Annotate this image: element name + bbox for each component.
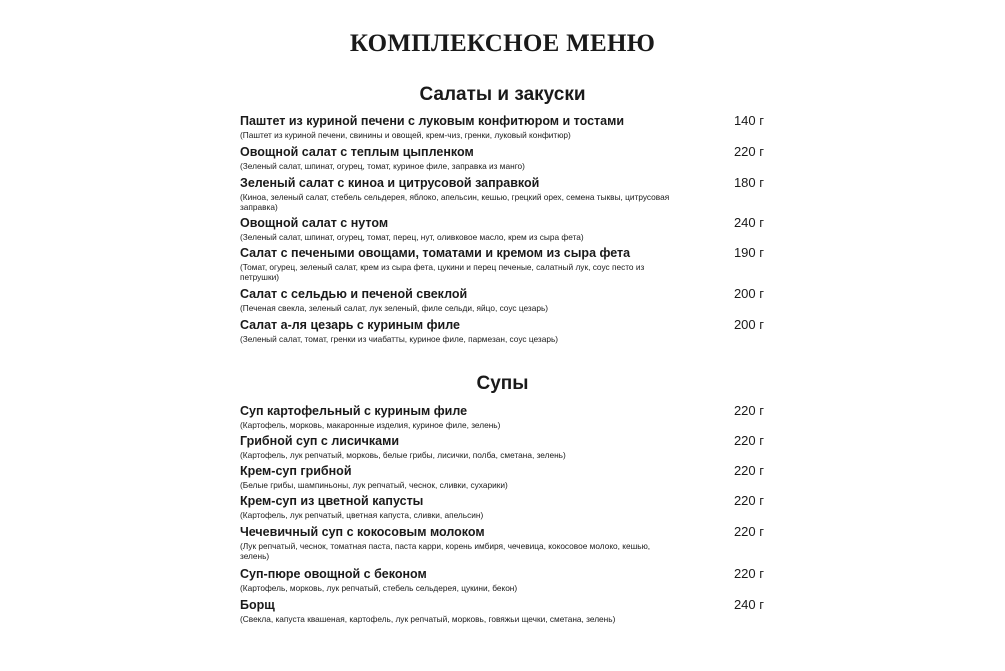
menu-item	[240, 246, 780, 283]
item-weight: 240 г	[733, 215, 764, 230]
item-name: Овощной салат с нутом	[240, 216, 389, 230]
item-description: (Лук репчатый, чеснок, томатная паста, паста карри, корень имбиря, чечевица, кокосовое молоко, кешью, зелень)	[240, 540, 651, 561]
menu-item	[240, 598, 780, 624]
menu-item	[240, 494, 780, 520]
menu-item	[240, 176, 780, 213]
item-weight: 200 г	[733, 317, 764, 332]
item-description: (Свекла, капуста квашеная, картофель, лук репчатый, морковь, говяжьи щечки, сметана, зелень)	[240, 613, 616, 624]
item-weight: 200 г	[733, 286, 764, 301]
menu-item	[240, 434, 780, 460]
section-title-salads: Салаты и закуски	[419, 84, 586, 105]
item-name: Салат с печеными овощами, томатами и кремом из сыра фета	[240, 246, 631, 260]
item-name: Борщ	[240, 598, 275, 612]
item-weight: 220 г	[733, 566, 764, 581]
item-weight: 180 г	[733, 175, 764, 190]
item-weight: 140 г	[733, 113, 764, 128]
menu-item	[240, 464, 780, 490]
item-weight: 240 г	[733, 597, 764, 612]
item-description: (Картофель, лук репчатый, морковь, белые грибы, лисички, полба, сметана, зелень)	[240, 449, 566, 460]
item-name: Чечевичный суп с кокосовым молоком	[240, 525, 485, 539]
item-weight: 220 г	[733, 524, 764, 539]
item-weight: 220 г	[733, 403, 764, 418]
menu-item	[240, 114, 780, 140]
item-weight: 220 г	[733, 433, 764, 448]
item-weight: 190 г	[733, 245, 764, 260]
menu-item	[240, 216, 780, 242]
item-name: Овощной салат с теплым цыпленком	[240, 145, 474, 159]
item-description: (Зеленый салат, шпинат, огурец, томат, куриное филе, заправка из манго)	[240, 160, 525, 171]
menu-title: КОМПЛЕКСНОЕ МЕНЮ	[349, 30, 656, 57]
item-weight: 220 г	[733, 493, 764, 508]
item-description: (Томат, огурец, зеленый салат, крем из сыра фета, цукини и перец печеные, салатный лук, соус песто из петрушки)	[240, 261, 645, 282]
item-name: Суп-пюре овощной с беконом	[240, 567, 427, 581]
item-description: (Картофель, морковь, лук репчатый, стебель сельдерея, цукини, бекон)	[240, 582, 518, 593]
item-weight: 220 г	[733, 463, 764, 478]
item-name: Грибной суп с лисичками	[240, 434, 400, 448]
item-description: (Картофель, морковь, макаронные изделия, куриное филе, зелень)	[240, 419, 501, 430]
menu-item	[240, 525, 780, 562]
item-description: (Паштет из куриной печени, свинины и овощей, крем-чиз, гренки, луковый конфитюр)	[240, 129, 571, 140]
item-name: Крем-суп грибной	[240, 464, 352, 478]
item-description: (Зеленый салат, томат, гренки из чиабатты, куриное филе, пармезан, соус цезарь)	[240, 333, 559, 344]
menu-item	[240, 404, 780, 430]
menu-item	[240, 567, 780, 593]
item-weight: 220 г	[733, 144, 764, 159]
item-name: Зеленый салат с киноа и цитрусовой заправкой	[240, 176, 540, 190]
item-name: Салат с сельдью и печеной свеклой	[240, 287, 468, 301]
item-description: (Зеленый салат, шпинат, огурец, томат, перец, нут, оливковое масло, крем из сыра фета)	[240, 231, 584, 242]
item-description: (Киноа, зеленый салат, стебель сельдерея, яблоко, апельсин, кешью, грецкий орех, семена тыквы, цитрусовая заправка)	[240, 191, 670, 212]
menu-item	[240, 318, 780, 344]
item-name: Крем-суп из цветной капусты	[240, 494, 424, 508]
menu-item	[240, 145, 780, 171]
item-description: (Печеная свекла, зеленый салат, лук зеленый, филе сельди, яйцо, соус цезарь)	[240, 302, 549, 313]
item-description: (Белые грибы, шампиньоны, лук репчатый, чеснок, сливки, сухарики)	[240, 479, 508, 490]
item-name: Суп картофельный с куриным филе	[240, 404, 468, 418]
item-name: Салат а-ля цезарь с куриным филе	[240, 318, 460, 332]
section-title-soups: Супы	[476, 373, 529, 394]
item-description: (Картофель, лук репчатый, цветная капуста, сливки, апельсин)	[240, 509, 484, 520]
item-name: Паштет из куриной печени с луковым конфитюром и тостами	[240, 114, 625, 128]
menu-item	[240, 287, 780, 313]
